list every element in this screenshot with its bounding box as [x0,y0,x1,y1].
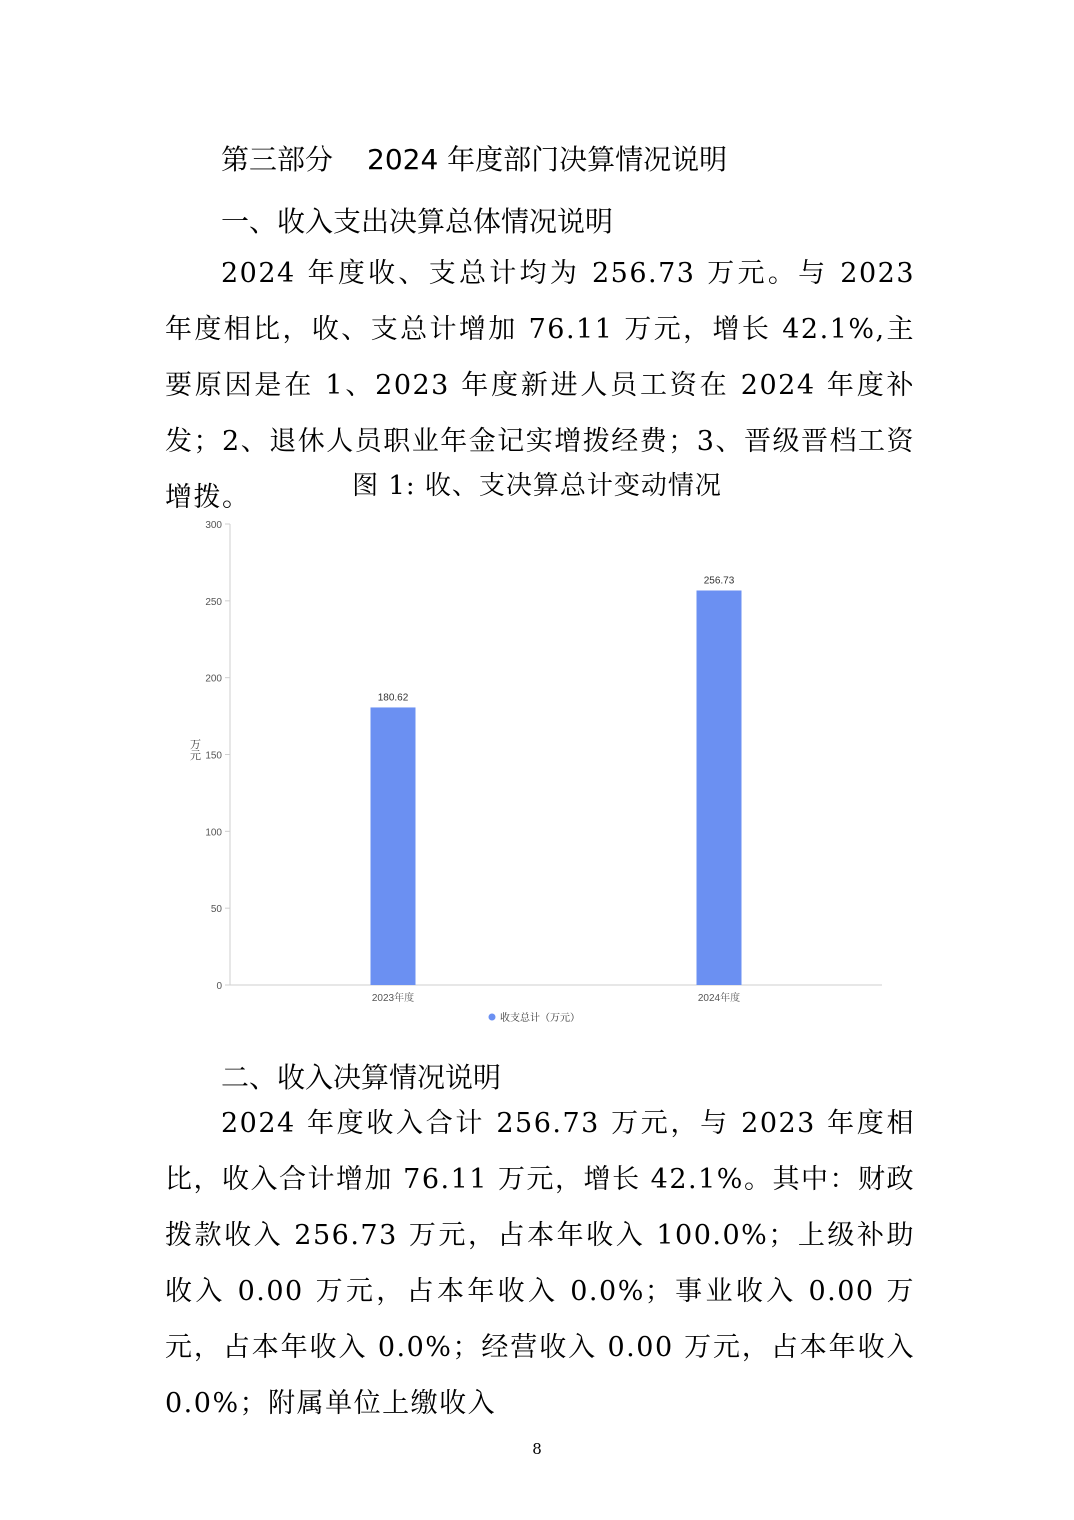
bar-chart [170,508,900,1038]
figure-caption: 图 1: 收、支决算总计变动情况 [352,471,722,501]
part-title: 2024 年度部门决算情况说明 [367,143,728,176]
y-tick-label: 100 [205,827,222,839]
x-tick-label: 2024年度 [697,993,741,1004]
bar [371,707,416,985]
y-axis-title: 万元 [190,739,201,762]
y-axis [205,520,882,992]
section1-heading: 一、收入支出决算总体情况说明 [221,205,614,238]
x-tick-label: 2023年度 [371,993,415,1004]
y-tick-label: 0 [216,981,222,992]
section2-heading: 二、收入决算情况说明 [221,1061,502,1094]
bars [371,575,742,985]
bar [697,590,742,985]
bar-data-label: 180.62 [377,692,409,704]
x-axis [372,991,740,1004]
part-heading [221,138,727,178]
y-tick-label: 200 [205,673,222,685]
part-label: 第三部分 [221,143,334,176]
section1-paragraph: 2024 年度收、支总计均为 256.73 万元。与 2023 年度相比，收、支总计增加 76.11 万元，增长 42.1%,主要原因是在 1、2023 年度新进人员工资在 2024 年度补发；2、退休人员职业年金记实增拨经费；3、晋级晋档工资增拨。 [165,258,915,513]
legend-marker [489,1014,496,1021]
section2-paragraph: 2024 年度收入合计 256.73 万元，与 2023 年度相比，收入合计增加 76.11 万元，增长 42.1%。其中：财政拨款收入 256.73 万元，占本年收入 100.0%；上级补助收入 0.00 万元，占本年收入 0.0%；事业收入 0.00 万元，占本年收入 0.0%；经营收入 0.00 万元，占本年收入 0.0%；附属单位上缴收入 [165,1108,915,1419]
y-tick-label: 250 [205,596,222,608]
legend-label: 收支总计（万元） [500,1013,580,1024]
chart-legend [489,1011,581,1024]
y-tick-label: 300 [205,520,222,531]
bar-data-label: 256.73 [703,575,735,587]
page-number: 8 [532,1440,542,1458]
y-tick-label: 150 [205,750,222,762]
y-tick-label: 50 [210,904,222,916]
